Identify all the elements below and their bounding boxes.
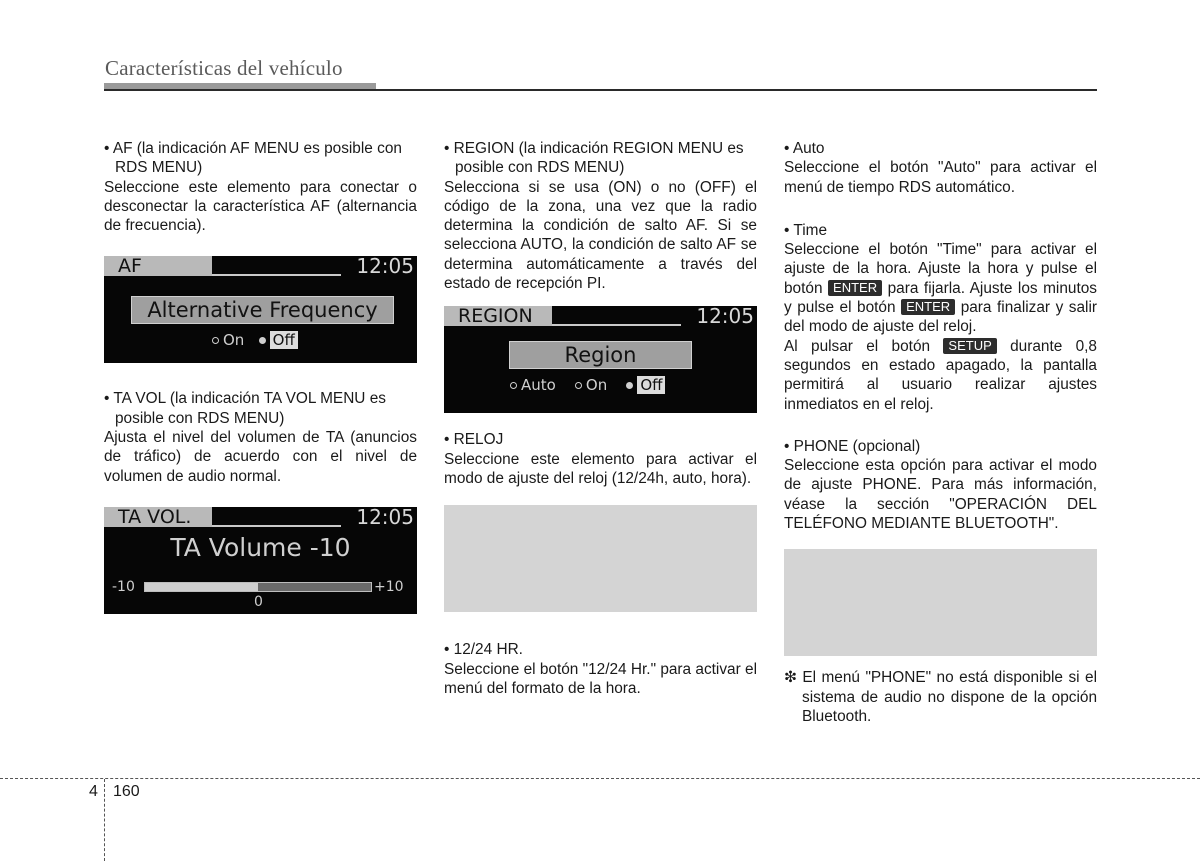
screen-tab: REGION	[444, 306, 552, 326]
tavol-description: Ajusta el nivel del volumen de TA (anuncios de tráfico) de acuerdo con el nivel de volumen de audio normal.	[104, 429, 417, 485]
option-auto: Auto	[521, 376, 556, 395]
time-description: Seleccione el botón "Time" para activar el ajuste de la hora. Ajuste la hora y pulse el botón ENTER para fijarla. Ajuste los minutos y pulse el botón ENTER para finalizar y salir del modo de ajuste del reloj.	[784, 241, 1098, 336]
screen-options	[212, 331, 298, 350]
radio-icon	[510, 382, 517, 389]
hr-description: Seleccione el botón "12/24 Hr." para activar el menú del formato de la hora.	[444, 660, 757, 697]
hr-bullet: • 12/24 HR.	[444, 641, 523, 659]
screen-banner: Alternative Frequency	[131, 296, 394, 324]
footer-vertical-rule	[104, 779, 105, 861]
page-header-title: Características del vehículo	[105, 56, 343, 80]
reloj-bullet: • RELOJ	[444, 431, 504, 449]
volume-min-label: -10	[112, 578, 135, 595]
page-number: 160	[113, 783, 140, 800]
footer-rule	[0, 778, 1200, 779]
auto-bullet: • Auto	[784, 140, 825, 157]
setup-description: Al pulsar el botón SETUP durante 0,8 segundos en estado apagado, la pantalla permitirá al usuario realizar ajustes inmediatos en el reloj.	[784, 337, 1097, 413]
screen-clock: 12:05	[696, 306, 754, 329]
section-number: 4	[89, 783, 98, 800]
region-description: Selecciona si se usa (ON) o no (OFF) el código de la zona, una vez que la radio determina la condición de salto AF. Si se selecciona AUTO, la condición de salto AF se determina automáticamente a través del estado de recepción PI.	[444, 178, 757, 293]
radio-icon	[212, 337, 219, 344]
tavol-display-screen	[104, 507, 417, 614]
option-on: On	[585, 376, 608, 395]
option-on: On	[223, 331, 245, 350]
radio-selected-icon	[626, 382, 633, 389]
phone-bullet: • PHONE (opcional)	[784, 437, 921, 455]
volume-bar-fill	[145, 583, 258, 591]
screen-tab: AF	[104, 256, 212, 276]
column-3	[784, 139, 1097, 726]
region-display-screen	[444, 306, 757, 413]
af-display-screen	[104, 256, 417, 363]
volume-bar	[144, 582, 372, 592]
column-2	[444, 139, 757, 698]
radio-icon	[575, 382, 582, 389]
volume-max-label: +10	[374, 578, 404, 595]
phone-note: ❇ El menú "PHONE" no está disponible si el sistema de audio no dispone de la opción Bluetooth.	[784, 669, 1097, 725]
clock-screen-image	[444, 505, 757, 612]
screen-clock: 12:05	[356, 506, 414, 529]
enter-button-label: ENTER	[828, 280, 882, 296]
tavol-bullet: • TA VOL (la indicación TA VOL MENU es posible con RDS MENU)	[104, 390, 386, 427]
screen-banner: Region	[509, 341, 692, 369]
reloj-description: Seleccione este elemento para activar el modo de ajuste del reloj (12/24h, auto, hora).	[444, 450, 757, 487]
phone-description: Seleccione esta opción para activar el modo de ajuste PHONE. Para más información, véase la sección "OPERACIÓN DEL TELÉFONO MEDIANTE BLUETOOTH".	[784, 457, 1097, 533]
setup-button-label: SETUP	[943, 338, 996, 354]
region-bullet: • REGION (la indicación REGION MENU es posible con RDS MENU)	[444, 140, 744, 177]
phone-screen-image	[784, 549, 1097, 656]
column-1	[104, 139, 417, 614]
time-bullet: • Time	[784, 221, 828, 239]
option-off-selected: Off	[270, 331, 298, 349]
screen-tab: TA VOL.	[104, 507, 212, 527]
volume-zero-label: 0	[254, 593, 263, 610]
screen-clock: 12:05	[356, 256, 414, 279]
option-off-selected: Off	[637, 376, 665, 394]
af-description: Seleccione este elemento para conectar o desconectar la característica AF (alternancia de frecuencia).	[104, 178, 417, 235]
header-rule	[104, 89, 1097, 91]
tavol-title: TA Volume -10	[170, 532, 351, 562]
auto-description: Seleccione el botón "Auto" para activar el menú de tiempo RDS automático.	[784, 159, 1097, 196]
af-bullet: • AF (la indicación AF MENU es posible con RDS MENU)	[104, 140, 402, 177]
enter-button-label: ENTER	[901, 299, 955, 315]
screen-options	[510, 376, 665, 395]
radio-selected-icon	[259, 337, 266, 344]
